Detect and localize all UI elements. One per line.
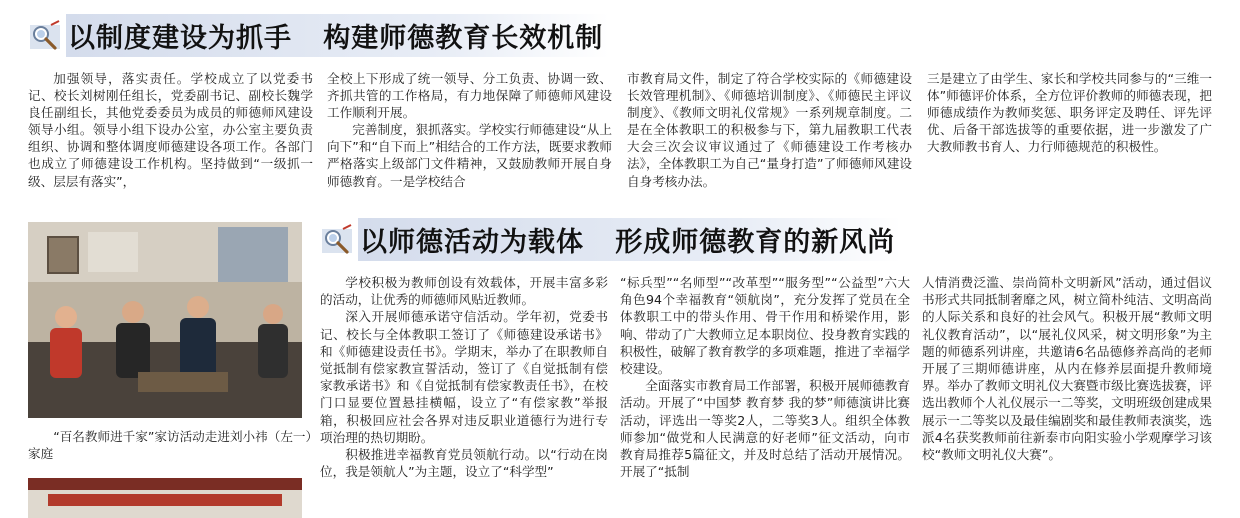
section2-paragraph: “标兵型”“名师型”“改革型”“服务型”“公益型”六大角色94个幸福教育“领航岗”，充分发挥了党员在全体教职工中的带头作用、骨干作用和桥梁作用，影响、带动了广大教师立足本职岗位、投身教育实践的积极性，破解了教育教学的多项难题，推进了幸福学校建设。	[620, 275, 910, 377]
section1-column-1	[28, 70, 313, 192]
section1-column-3	[627, 70, 912, 192]
section2-column-2	[620, 274, 910, 504]
home-visit-photo-illustration	[28, 222, 302, 418]
magnifier-icon	[320, 223, 356, 257]
home-visit-photo	[28, 222, 302, 418]
section1-paragraph: 完善制度，狠抓落实。学校实行师德建设“从上向下”和“自下而上”相结合的工作方法，既要求教师严格落实上级部门文件精神，又鼓励教师开展自身师德教育。一是学校结合	[327, 122, 612, 189]
section2-title-part1: 以师德活动为载体	[360, 227, 584, 258]
section2-column-1	[320, 274, 608, 504]
event-photo	[28, 478, 302, 518]
section2-paragraph: 深入开展师德承诺守信活动。学年初，党委书记、校长与全体教职工签订了《师德建设承诺书》和《师德建设责任书》。学期末，举办了在职教师自觉抵制有偿家教宣誓活动，签订了《自觉抵制有偿家教承诺书》和《自觉抵制有偿家教责任书》，在校门口显要位置悬挂横幅，设立了“有偿家教”举报箱，积极回应社会各界对违反职业道德行为进行专项治理的热切期盼。	[320, 309, 608, 445]
section1-title	[66, 14, 609, 57]
event-photo-illustration	[28, 478, 302, 518]
section1-headline	[28, 14, 609, 57]
section1-column-4	[927, 70, 1212, 192]
section2-column-3	[922, 274, 1212, 504]
magnifier-icon	[28, 19, 64, 53]
section2-paragraph: 全面落实市教育局工作部署，积极开展师德教育活动。开展了“中国梦 教育梦 我的梦”师德演讲比赛活动，评选出一等奖2人，二等奖3人。组织全体教师参加“做党和人民满意的好老师”征文活动，向市教育局推荐5篇征文，并及时总结了活动开展情况。开展了“抵制	[620, 378, 910, 480]
section1-paragraph: 三是建立了由学生、家长和学校共同参与的“三维一体”师德评价体系，全方位评价教师的师德表现，把师德成绩作为教师奖惩、职务评定及聘任、评先评优、后备干部选拔等的重要依据，进一步激发了广大教师教书育人、力行师德规范的积极性。	[927, 71, 1212, 155]
section2-paragraph: 积极推进幸福教育党员领航行动。以“行动在岗位，我是领航人”为主题，设立了“科学型”	[320, 447, 608, 480]
photo-caption: “百名教师进千家”家访活动走进刘小祎（左一）家庭	[28, 429, 312, 461]
section1-paragraph: 全校上下形成了统一领导、分工负责、协调一致、齐抓共管的工作格局，有力地保障了师德师风建设工作顺利开展。	[327, 71, 612, 121]
section2-title-part2: 形成师德教育的新风尚	[615, 227, 896, 258]
section2-paragraph: 学校积极为教师创设有效载体，开展丰富多彩的活动，让优秀的师德师风贴近教师。	[320, 275, 608, 308]
section1-title-part2: 构建师德教育长效机制	[323, 23, 604, 54]
section1-title-part1: 以制度建设为抓手	[68, 23, 292, 54]
section2-headline	[320, 218, 901, 261]
section2-paragraph: 人情消费泛滥、崇尚简朴文明新风”活动，通过倡议书形式共同抵制奢靡之风，树立简朴纯洁、文明高尚的人际关系和良好的社会风气。积极开展“教师文明礼仪教育活动”，以“展礼仪风采，树文明形象”为主题的师德系列讲座，共邀请6名品德修养高尚的老师开展了三期师德讲座，从内在修养层面提升教师境界。举办了教师文明礼仪大赛暨市级比赛选拔赛，评选出教师个人礼仪展示一二等奖，文明班级创建成果展示一二等奖以及最佳编剧奖和最佳教师表演奖，选派4名获奖教师前往新泰市向阳实验小学观摩学习该校“教师文明礼仪大赛”。	[922, 275, 1212, 463]
section1-column-2	[327, 70, 612, 192]
section1-paragraph: 加强领导，落实责任。学校成立了以党委书记、校长刘树刚任组长，党委副书记、副校长魏学良任副组长，其他党委委员为成员的师德师风建设领导小组。领导小组下设办公室，办公室主要负责组织、协调和整体调度师德建设各项工作。各部门也成立了师德建设工作机构。坚持做到“一级抓一级、层层有落实”，	[28, 71, 313, 189]
section2-title	[358, 218, 901, 261]
section1-paragraph: 市教育局文件，制定了符合学校实际的《师德建设长效管理机制》、《师德培训制度》、《师德民主评议制度》、《教师文明礼仪常规》一系列规章制度。二是在全体教职工的积极参与下，第九届教职工代表大会三次会议审议通过了《师德建设工作考核办法》，全体教职工为自己“量身打造”了师德师风建设自身考核办法。	[627, 71, 912, 189]
